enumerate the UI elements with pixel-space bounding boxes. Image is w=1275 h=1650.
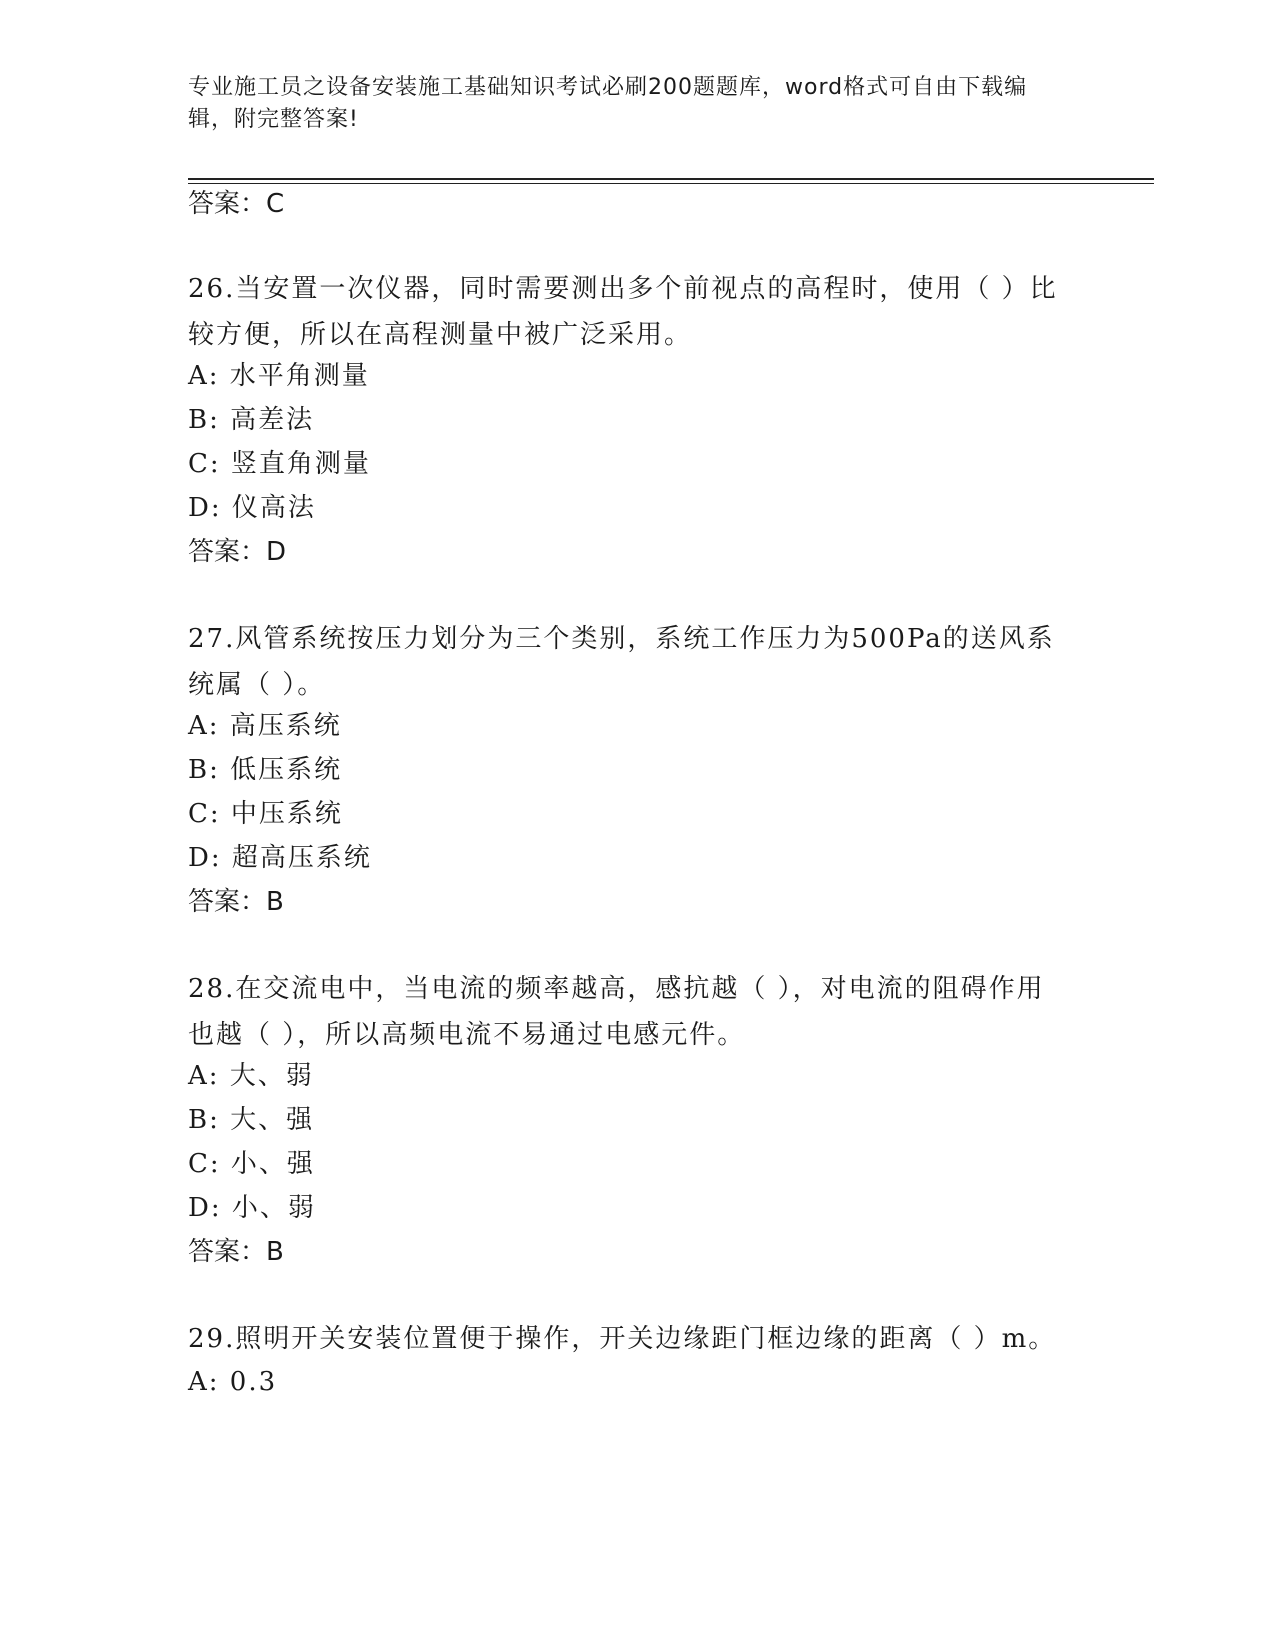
question-29-text: 29.照明开关安装位置便于操作，开关边缘距门框边缘的距离（ ）m。: [188, 1324, 1057, 1354]
question-26-text: 26.当安置一次仪器，同时需要测出多个前视点的高程时，使用（ ）比较方便，所以在高程测量中被广泛采用。: [188, 274, 1058, 350]
question-27-option-d: D: 超高压系统: [188, 843, 372, 873]
question-27-answer: 答案：B: [188, 887, 284, 917]
question-28-option-a: A: 大、弱: [188, 1061, 314, 1091]
question-27-text: 27.风管系统按压力划分为三个类别，系统工作压力为500Pa的送风系统属（ ）。: [188, 624, 1055, 700]
question-26-option-a: A: 水平角测量: [188, 361, 370, 391]
question-29-option-a: A: 0.3: [188, 1367, 278, 1397]
answer-prev: 答案：C: [188, 189, 285, 219]
document-header: 专业施工员之设备安装施工基础知识考试必刷200题题库，word格式可自由下载编辑，附完整答案!: [188, 75, 1028, 132]
question-27-option-c: C: 中压系统: [188, 799, 343, 829]
header-divider-thin: [188, 183, 1154, 184]
question-27-option-a: A: 高压系统: [188, 711, 342, 741]
question-27-option-b: B: 低压系统: [188, 755, 343, 785]
question-26-answer: 答案：D: [188, 537, 287, 567]
question-28-option-c: C: 小、强: [188, 1149, 315, 1179]
question-26-option-d: D: 仪高法: [188, 493, 316, 523]
question-28-answer: 答案：B: [188, 1237, 284, 1267]
header-divider: [188, 178, 1154, 180]
question-26-option-b: B: 高差法: [188, 405, 315, 435]
question-26-option-c: C: 竖直角测量: [188, 449, 371, 479]
question-28-text: 28.在交流电中，当电流的频率越高，感抗越（ ），对电流的阻碍作用也越（ ），所以高频电流不易通过电感元件。: [188, 974, 1045, 1050]
question-28-option-b: B: 大、强: [188, 1105, 315, 1135]
question-28-option-d: D: 小、弱: [188, 1193, 316, 1223]
